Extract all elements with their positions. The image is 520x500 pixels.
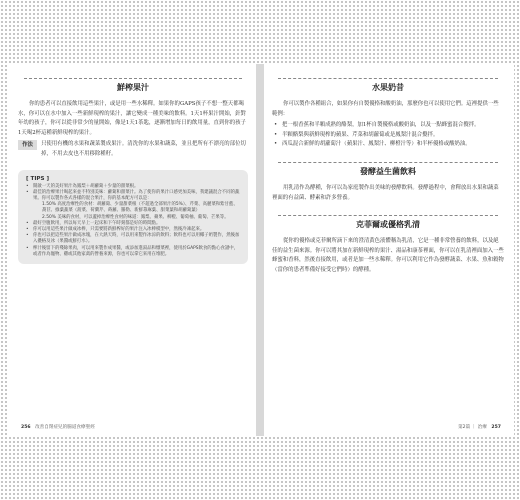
smoothie-item: • 半顆酪梨與新鮮現榨的蘋果、芹菜和胡蘿蔔或是鳳梨汁混合攪拌。 <box>274 131 504 141</box>
smoothie-item: • 西瓜混合新鮮的胡蘿蔔汁（蘋果汁、鳳梨汁、柳橙汁等）和半杯優格或酸奶油。 <box>274 140 504 150</box>
tip-item: • 開啟一天的美好果汁為鳳梨＋胡蘿蔔＋少量的甜菜根。 <box>26 184 242 190</box>
left-page-number: 256 <box>21 425 31 430</box>
tip-item: • 你可以用這些果汁做成冰棒，只需要將新鮮榨好的果汁注入冰棒模型中，然後冷凍起來。 <box>26 227 242 233</box>
tips-box <box>18 170 248 264</box>
tip-item: • 你也可以把這些果汁做成冰塊，在大熱天時，可以用來製作冰涼的飲料；飲料也可以用椰子奶製作，然後加入優格及冰（果醬或鮮打水）。 <box>26 233 242 245</box>
right-page <box>264 64 514 436</box>
left-footer <box>18 424 95 430</box>
section-title-probiotic-drinks: 發酵益生菌飲料 <box>272 160 504 184</box>
book-title-footer: 改善自閉症兒的腸道食療聖經 <box>35 425 95 430</box>
book-gutter <box>256 64 264 436</box>
method-block <box>18 140 248 159</box>
right-footer: 第2篇 ｜ 治療 257 <box>458 425 501 430</box>
section-label: 治療 <box>477 425 487 430</box>
probiotic-paragraph: 用乳清作為酵種，你可以為家庭製作出美味的發酵飲料。發酵過程中，會釋放出水果和蔬菜裡面的有益菌、酵素和許多營養。 <box>272 184 499 201</box>
section-title-whey: 克菲爾或優格乳清 <box>272 213 504 237</box>
fresh-juice-paragraph: 你的患者可以直接飲用這些果汁，或是用一些水稀釋。如果你的GAPS孩子不想一整天都喝水，你可以在水中加入一些新鮮現榨的果汁，讓它變成一種美味的飲料。1天1杯果汁開始，針對年幼的孩子，你可以從非常少的量開始，像是1天1茶匙，逐漸增加每日的飲用量，直到你的孩子1天喝2杯這種新鮮現榨的果汁。 <box>18 101 246 136</box>
tip-subitem: 1.50% 高度治療性的食材：胡蘿蔔、少量甜菜根（不超過全部果汁的5%）、芹菜、高麗菜和紫甘藍、萵苣、綠葉蔬菜（菠菜、荷蘭芹、蒔蘿、羅勒、新鮮蕁麻葉、甜菜葉和胡蘿蔔葉） <box>42 202 238 214</box>
left-page <box>8 64 256 436</box>
tip-item: • 最好空腹飲用，所以每天早上一起床和下午時刻都是好的時間點。 <box>26 221 242 227</box>
tip-item: • 最佳的治療果汁喝起來並不特別美味：蘿蔔和甜菜汁。為了使你的果汁口感更加美味，我建議混合不同的蔬果。你可以製作各式各樣的混合果汁，你的基本配方可以是： <box>26 190 242 202</box>
tips-title-text: TIPS <box>30 175 45 182</box>
section-title-fresh-juice: 鮮榨果汁 <box>18 76 248 100</box>
tip-item: • 榨汁後留下的殘餘果肉，可以用來製作成果醬，或添加進湯品和燉菜裡，使用於GAPS飲食的點心食譜中，或者作為寵物、雞或其他家禽的營養來源，你也可以拿它來用在堆肥。 <box>26 246 242 258</box>
tips-list <box>26 184 242 258</box>
tips-title: [ TIPS ] <box>26 175 50 182</box>
right-page-number: 257 <box>491 425 501 430</box>
smoothie-item: • 把一根香蕉和半顆成熟的酪梨，加1杯自製優格或酸奶油，以及一點蜂蜜混合攪拌。 <box>274 121 504 131</box>
smoothie-paragraph: 你可以製作各種組合，如果你有自製優格和酸奶油，那麼你也可以使用它們。這裡提供一些範例： <box>272 101 499 117</box>
tip-subitem: 2.50% 美味的食材，可以蓋掉治療性食材的味道：鳳梨、蘋果、柳橙、葡萄柚、葡萄、芒果等。 <box>42 214 229 220</box>
smoothie-list <box>272 121 504 150</box>
whey-paragraph: 從你的優格或克菲爾所滴下來的澄清黃色液體稱為乳清，它是一種非常營養的飲料，以及絕佳的益生菌來源。你可以將其加在新鮮現榨的果汁、湯品和康茶裡面，你可以在乳清裡面加入一些蜂蜜和香料，然後直接飲用，或者是加一些水稀釋。你可以利用它作為發酵蔬菜、水果、魚和穀物（當你的患者準備好接受它們時）的酵種。 <box>272 238 504 273</box>
method-label: 作法 <box>18 140 37 150</box>
section-title-fruit-smoothie: 水果奶昔 <box>272 76 504 100</box>
part-label: 第2篇 <box>458 425 471 430</box>
method-text: 只使用有機的水果和蔬菜製成果汁。清洗你的水果和蔬菜，並且把所有不漂亮的部位切掉，不用去皮也不用移除種籽。 <box>41 141 246 157</box>
